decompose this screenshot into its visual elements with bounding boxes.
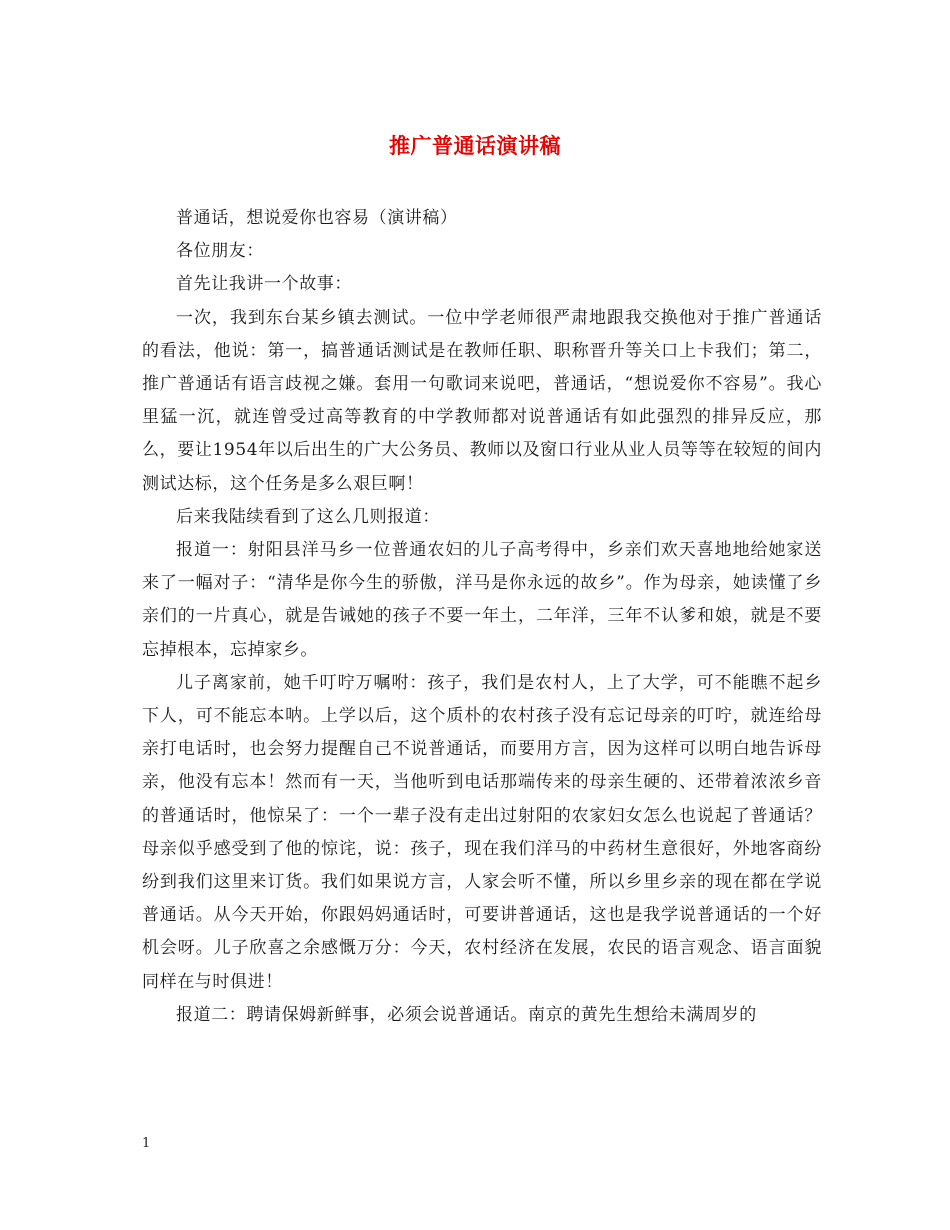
paragraph-reports-intro: 后来我陆续看到了这么几则报道： <box>176 506 440 527</box>
paragraph-son-story: 儿子离家前，她千叮咛万嘱咐：孩子，我们是农村人，上了大学，可不能瞧不起乡下人，可不能忘本呐。上学以后，这个质朴的农村孩子没有忘记母亲的叮咛，就连给母亲打电话时，也会努力提醒自己不说普通话，而要用方言，因为这样可以明白地告诉母亲，他没有忘本！然而有一天，当他听到电话那端传来的母亲生硬的、还带着浓浓乡音的普通话时，他惊呆了：一个一辈子没有走出过射阳的农家妇女怎么也说起了普通话？母亲似乎感受到了他的惊诧，说：孩子，现在我们洋马的中药材生意很好，外地客商纷纷到我们这里来订货。我们如果说方言，人家会听不懂，所以乡里乡亲的现在都在学说普通话。从今天开始，你跟妈妈通话时，可要讲普通话，这也是我学说普通话的一个好机会呀。儿子欣喜之余感慨万分：今天，农村经济在发展，农民的语言观念、语言面貌同样在与时俱进！ <box>142 672 822 992</box>
page-number: 1 <box>142 1136 151 1151</box>
document-title: 推广普通话演讲稿 <box>389 134 561 158</box>
paragraph-subtitle: 普通话，想说爱你也容易（演讲稿） <box>176 208 458 228</box>
paragraph-report-two: 报道二：聘请保姆新鲜事，必须会说普通话。南京的黄先生想给未满周岁的 <box>176 1004 757 1025</box>
paragraph-report-one: 报道一：射阳县洋马乡一位普通农妇的儿子高考得中，乡亲们欢天喜地地给她家送来了一幅对子：“清华是你今生的骄傲，洋马是你永远的故乡”。作为母亲，她读懂了乡亲们的一片真心，就是告诫她的孩子不要一年土，二年洋，三年不认爹和娘，就是不要忘掉根本，忘掉家乡。 <box>142 540 822 660</box>
paragraph-intro: 首先让我讲一个故事： <box>176 274 352 295</box>
paragraph-story: 一次，我到东台某乡镇去测试。一位中学老师很严肃地跟我交换他对于推广普通话的看法，他说：第一，搞普通话测试是在教师任职、职称晋升等关口上卡我们；第二，推广普通话有语言歧视之嫌。套用一句歌词来说吧，普通话，“想说爱你不容易”。我心里猛一沉，就连曾受过高等教育的中学教师都对说普通话有如此强烈的排异反应，那么，要让1954年以后出生的广大公务员、教师以及窗口行业从业人员等等在较短的间内测试达标，这个任务是多么艰巨啊！ <box>142 307 822 494</box>
document-body <box>142 202 822 1032</box>
paragraph-salutation: 各位朋友： <box>176 241 264 262</box>
